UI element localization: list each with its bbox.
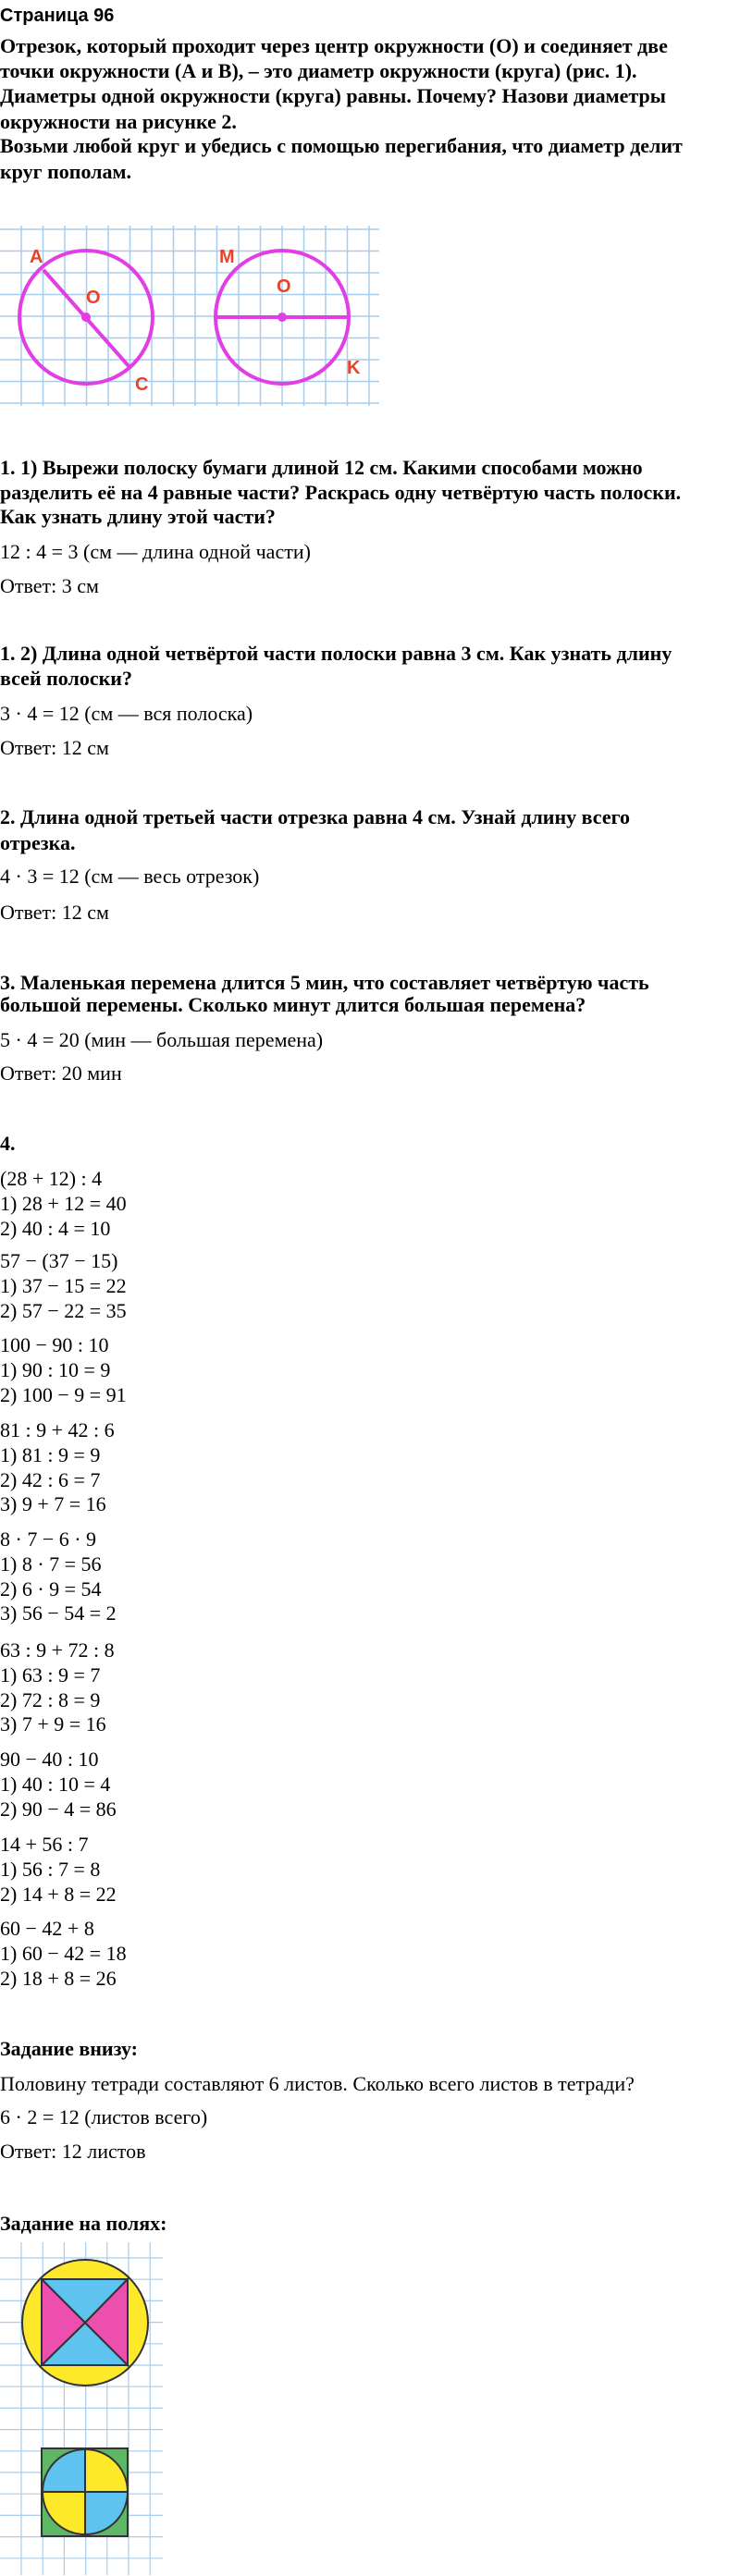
calculation-step: 2) 57 − 22 = 35 [0, 1298, 127, 1322]
task-2-question-line: отрезка. [0, 831, 76, 854]
task-3-question-line: большой перемены. Сколько минут длится большая перемена? [0, 993, 586, 1016]
expression: 60 − 42 + 8 [0, 1917, 94, 1940]
calculation-step: 2) 18 + 8 = 26 [0, 1966, 117, 1990]
bottom-task-heading: Задание внизу: [0, 2037, 139, 2060]
calculation-step: 2) 72 : 8 = 9 [0, 1687, 101, 1711]
intro-text-line: точки окружности (А и В), – это диаметр окружности (круга) (рис. 1). [0, 59, 637, 82]
expression: 100 − 90 : 10 [0, 1333, 109, 1356]
task-1-2-solution: 3 · 4 = 12 (см — вся полоска) [0, 702, 253, 725]
task-3-answer: Ответ: 20 мин [0, 1061, 122, 1085]
calculation-step: 3) 9 + 7 = 16 [0, 1492, 106, 1516]
calculation-step: 3) 56 − 54 = 2 [0, 1601, 117, 1625]
calculation-step: 1) 40 : 10 = 4 [0, 1772, 111, 1796]
calculation-step: 1) 63 : 9 = 7 [0, 1662, 101, 1687]
bottom-task-answer: Ответ: 12 листов [0, 2140, 146, 2163]
calculation-step: 1) 81 : 9 = 9 [0, 1442, 101, 1466]
calculation-step: 1) 37 − 15 = 22 [0, 1273, 127, 1297]
task-4-heading: 4. [0, 1132, 16, 1155]
calculation-step: 2) 100 − 9 = 91 [0, 1382, 127, 1406]
expression: 8 · 7 − 6 · 9 [0, 1527, 97, 1551]
intro-text-line: Диаметры одной окружности (круга) равны. Почему? Назови диаметры [0, 84, 666, 107]
label-o1: O [86, 288, 101, 308]
expression: (28 + 12) : 4 [0, 1167, 103, 1190]
label-m: M [219, 247, 235, 267]
margin-task-heading: Задание на полях: [0, 2212, 167, 2235]
label-c: C [135, 374, 149, 395]
task-2-solution: 4 · 3 = 12 (см — весь отрезок) [0, 865, 260, 888]
calculation-step: 2) 40 : 4 = 10 [0, 1216, 111, 1240]
calculation-step: 1) 8 · 7 = 56 [0, 1552, 102, 1576]
expression: 57 − (37 − 15) [0, 1249, 118, 1272]
intro-text-line: круг пополам. [0, 160, 132, 183]
task-3-solution: 5 · 4 = 20 (мин — большая перемена) [0, 1028, 324, 1051]
task-1-2-question-line: 1. 2) Длина одной четвёртой части полоски равна 3 см. Как узнать длину [0, 642, 672, 665]
intro-text-line: Возьми любой круг и убедись с помощью перегибания, что диаметр делит [0, 134, 683, 157]
calculation-step: 2) 42 : 6 = 7 [0, 1467, 101, 1491]
diameter-figure [0, 226, 379, 406]
calculation-step: 1) 60 − 42 = 18 [0, 1941, 127, 1965]
label-k: K [347, 358, 361, 378]
center-point-2 [278, 313, 287, 322]
task-2-answer: Ответ: 12 см [0, 901, 109, 924]
label-a: A [30, 247, 43, 267]
task-1-2-question-line: всей полоски? [0, 667, 132, 690]
expression: 90 − 40 : 10 [0, 1748, 99, 1771]
intro-text-line: Отрезок, который проходит через центр окружности (О) и соединяет две [0, 34, 668, 57]
calculation-step: 2) 90 − 4 = 86 [0, 1797, 117, 1821]
calculation-step: 3) 7 + 9 = 16 [0, 1712, 106, 1736]
expression: 14 + 56 : 7 [0, 1833, 89, 1856]
expression: 63 : 9 + 72 : 8 [0, 1638, 115, 1662]
page-title: Страница 96 [0, 6, 115, 26]
task-2-question-line: 2. Длина одной третьей части отрезка равна 4 см. Узнай длину всего [0, 805, 631, 828]
center-point-1 [81, 313, 91, 322]
task-1-1-answer: Ответ: 3 см [0, 574, 99, 597]
margin-task-figure [0, 2242, 166, 2575]
calculation-step: 2) 6 · 9 = 54 [0, 1576, 102, 1601]
calculation-step: 2) 14 + 8 = 22 [0, 1882, 117, 1906]
bottom-task-solution: 6 · 2 = 12 (листов всего) [0, 2105, 208, 2128]
task-1-2-answer: Ответ: 12 см [0, 736, 109, 759]
calculation-step: 1) 90 : 10 = 9 [0, 1357, 111, 1381]
calculation-step: 1) 28 + 12 = 40 [0, 1191, 127, 1215]
task-1-1-solution: 12 : 4 = 3 (см — длина одной части) [0, 540, 311, 563]
task-1-1-question-line: 1. 1) Вырежи полоску бумаги длиной 12 см. Какими способами можно [0, 456, 643, 479]
intro-text-line: окружности на рисунке 2. [0, 110, 237, 133]
expression: 81 : 9 + 42 : 6 [0, 1418, 115, 1441]
label-o2: O [277, 276, 291, 297]
task-1-1-question-line: разделить её на 4 равные части? Раскрась одну четвёртую часть полоски. [0, 481, 682, 504]
task-3-question-line: 3. Маленькая перемена длится 5 мин, что составляет четвёртую часть [0, 971, 649, 994]
calculation-step: 1) 56 : 7 = 8 [0, 1857, 101, 1881]
task-1-1-question-line: Как узнать длину этой части? [0, 505, 276, 528]
bottom-task-text: Половину тетради составляют 6 листов. Сколько всего листов в тетради? [0, 2072, 635, 2095]
